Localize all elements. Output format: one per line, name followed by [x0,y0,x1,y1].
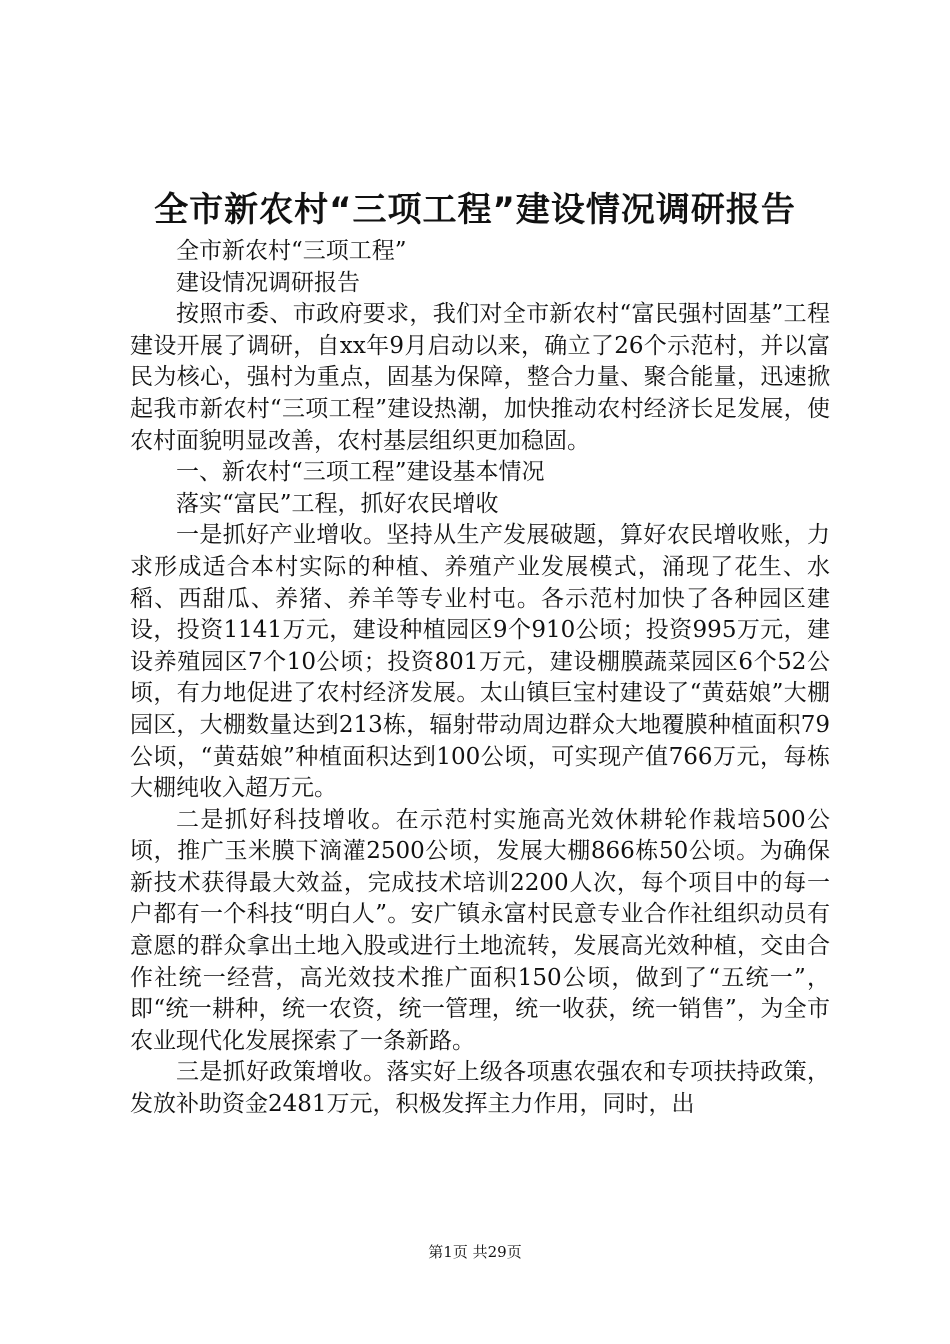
document-body [130,236,830,1121]
body-paragraph: 二是抓好科技增收。在示范村实施高光效休耕轮作栽培500公顷，推广玉米膜下滴灌2500公顷，发展大棚866栋50公顷。为确保新技术获得最大效益，完成技术培训2200人次，每个项目中的每一户都有一个科技“明白人”。安广镇永富村民意专业合作社组织动员有意愿的群众拿出土地入股或进行土地流转，发展高光效种植，交由合作社统一经营，高光效技术推广面积150公顷，做到了“五统一”，即“统一耕种，统一农资，统一管理，统一收获，统一销售”，为全市农业现代化发展探索了一条新路。 [130,806,830,1054]
subtitle-line-2: 建设情况调研报告 [176,269,360,296]
subsection-heading: 落实“富民”工程，抓好农民增收 [176,490,499,517]
page-footer: 第1页 共29页 [428,1243,522,1261]
section-heading: 一、新农村“三项工程”建设基本情况 [176,459,545,486]
subtitle-line-1: 全市新农村“三项工程” [176,238,407,264]
document-title: 全市新农村“三项工程”建设情况调研报告 [154,190,796,230]
intro-paragraph: 按照市委、市政府要求，我们对全市新农村“富民强村固基”工程建设开展了调研，自xx年9月启动以来，确立了26个示范村，并以富民为核心，强村为重点，固基为保障，整合力量、聚合能量，迅速掀起我市新农村“三项工程”建设热潮，加快推动农村经济长足发展，使农村面貌明显改善，农村基层组织更加稳固。 [130,301,830,454]
body-paragraph: 三是抓好政策增收。落实好上级各项惠农强农和专项扶持政策，发放补助资金2481万元，积极发挥主力作用，同时，出 [130,1059,830,1118]
body-paragraph: 一是抓好产业增收。坚持从生产发展破题，算好农民增收账，力求形成适合本村实际的种植、养殖产业发展模式，涌现了花生、水稻、西甜瓜、养猪、养羊等专业村屯。各示范村加快了各种园区建设，投资1141万元，建设种植园区9个910公顷；投资995万元，建设养殖园区7个10公顷；投资801万元，建设棚膜蔬菜园区6个52公顷，有力地促进了农村经济发展。太山镇巨宝村建设了“黄菇娘”大棚园区，大棚数量达到213栋，辐射带动周边群众大地覆膜种植面积79公顷，“黄菇娘”种植面积达到100公顷，可实现产值766万元，每栋大棚纯收入超万元。 [130,522,830,802]
